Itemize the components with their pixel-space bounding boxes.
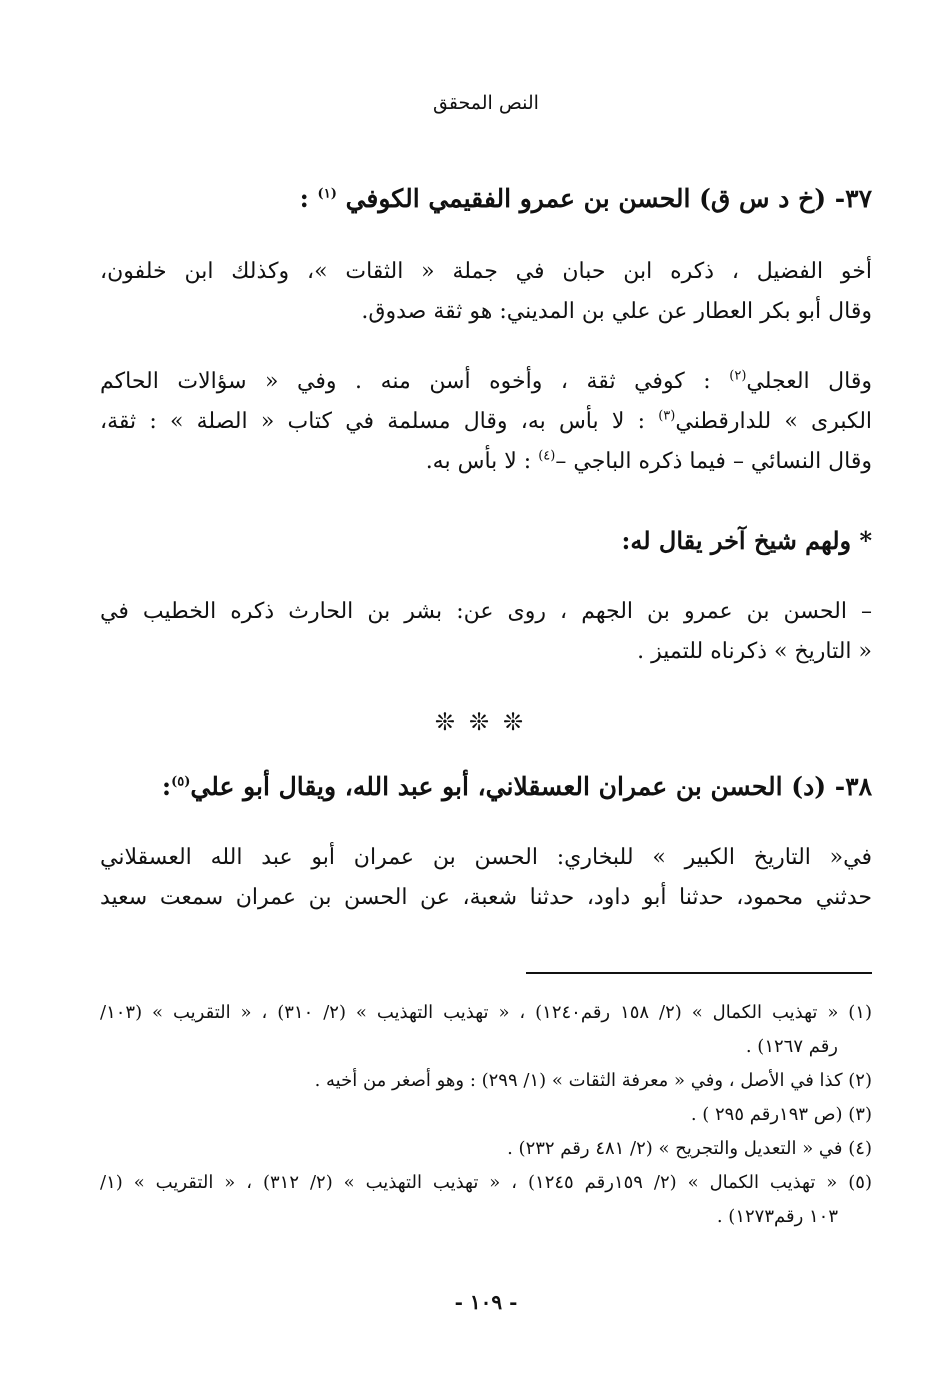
heading-colon: : <box>299 184 318 213</box>
footnote-4: (٤) في « التعديل والتجريح » (٢/ ٤٨١ رقم ٢٣٢) . <box>507 1138 872 1159</box>
book-page <box>100 0 872 1373</box>
text-line: وقال أبو بكر العطار عن علي بن المديني: هو ثقة صدوق. <box>361 299 872 324</box>
sub-heading: * ولهم شيخ آخر يقال له: <box>621 526 872 555</box>
entry-38-paragraph-1 <box>100 838 872 918</box>
footnote-ref-4[interactable]: (٤) <box>538 448 556 464</box>
entry-38-title: ٣٨- (د) الحسن بن عمران العسقلاني، أبو عبد الله، ويقال أبو علي <box>190 772 872 801</box>
text-run: : لا بأس به، وقال مسلمة في كتاب « الصلة » : ثقة، <box>100 409 659 434</box>
entry-37-heading <box>100 184 872 213</box>
text-line: حدثني محمود، حدثنا أبو داود، حدثنا شعبة، عن الحسن بن عمران سمعت سعيد <box>100 885 872 910</box>
footnote-1: (١) « تهذيب الكمال » (٢/ ١٥٨ رقم١٢٤٠) ، « تهذيب التهذيب » (٢/ ٣١٠) ، « التقريب » (١٠٣/ <box>100 1002 872 1023</box>
page-number: - ١٠٩ - <box>454 1290 518 1314</box>
text-run: الكبرى » للدارقطني <box>675 409 873 434</box>
text-line <box>100 442 872 482</box>
heading-colon: : <box>161 772 172 801</box>
entry-37-paragraph-2 <box>100 362 872 482</box>
text-run: وقال النسائي – فيما ذكره الباجي – <box>555 449 872 474</box>
footnotes <box>100 996 872 1234</box>
text-run: : لا بأس به. <box>425 449 539 474</box>
text-line: – الحسن بن عمرو بن الجهم ، روى عن: بشر بن الحارث ذكره الخطيب في <box>100 599 872 624</box>
footnote-2: (٢) كذا في الأصل ، وفي « معرفة الثقات » (١/ ٢٩٩) : وهو أصغر من أخيه . <box>314 1070 872 1091</box>
entry-38-heading <box>100 772 872 801</box>
text-line: في« التاريخ الكبير » للبخاري: الحسن بن عمران أبو عبد الله العسقلاني <box>100 845 872 870</box>
footnote-ref-3[interactable]: (٣) <box>658 408 676 424</box>
footnote-ref-2[interactable]: (٢) <box>729 368 747 384</box>
entry-37-paragraph-3 <box>100 592 872 672</box>
section-separator: ❊❊❊ <box>434 708 538 736</box>
footnote-3: (٣) (ص ١٩٣رقم ٢٩٥ ) . <box>690 1104 872 1125</box>
footnote-separator <box>526 972 872 974</box>
footnote-ref-1[interactable]: (١) <box>317 186 337 202</box>
running-head: النص المحقق <box>433 92 539 114</box>
text-line: أخو الفضيل ، ذكره ابن حبان في جملة « الثقات »، وكذلك ابن خلفون، <box>100 259 872 284</box>
text-line <box>100 362 872 402</box>
text-line: « التاريخ » ذكرناه للتميز . <box>637 639 872 664</box>
footnote-5: (٥) « تهذيب الكمال » (٢/ ١٥٩رقم ١٢٤٥) ، « تهذيب التهذيب » (٢/ ٣١٢) ، « التقريب » (١/ <box>100 1172 872 1193</box>
footnote-1-continued: رقم ١٢٦٧) . <box>745 1036 838 1057</box>
entry-37-paragraph-1 <box>100 252 872 332</box>
text-line <box>100 402 872 442</box>
text-run: وقال العجلي <box>746 369 872 394</box>
text-run: : كوفي ثقة ، وأخوه أسن منه . وفي « سؤالات الحاكم <box>100 369 730 394</box>
footnote-5-continued: ١٠٣ رقم١٢٧٣) . <box>716 1206 838 1227</box>
entry-37-title: ٣٧- (خ د س ق) الحسن بن عمرو الفقيمي الكوفي <box>345 184 872 213</box>
footnote-ref-5[interactable]: (٥) <box>171 774 191 790</box>
